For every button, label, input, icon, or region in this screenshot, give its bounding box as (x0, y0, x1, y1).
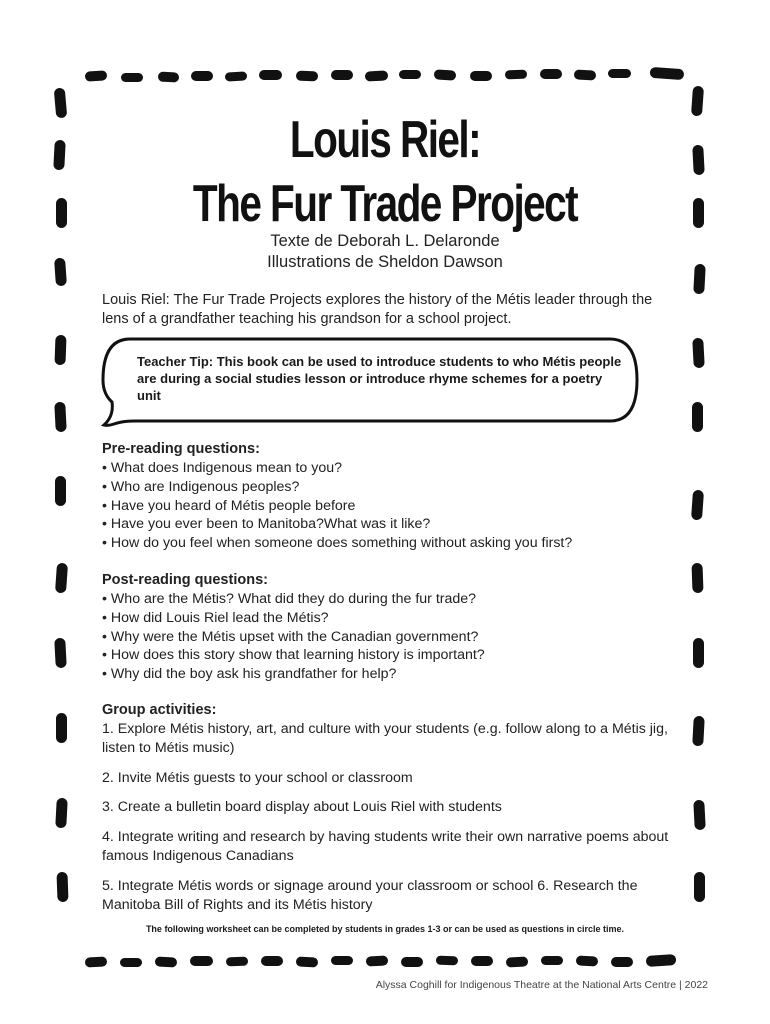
post-reading-heading: Post-reading questions: (102, 572, 268, 588)
illustrator-credit: Illustrations de Sheldon Dawson (267, 253, 503, 271)
list-item: • How do you feel when someone does something without asking you first? (102, 535, 573, 552)
page-footer: Alyssa Coghill for Indigenous Theatre at the National Arts Centre | 2022 (375, 979, 708, 991)
list-item: • Have you heard of Métis people before (102, 497, 356, 514)
list-item: • Who are Indigenous peoples? (102, 478, 300, 495)
list-item: • Why did the boy ask his grandfather for help? (102, 666, 397, 683)
pre-reading-section (102, 440, 672, 553)
list-item: • Have you ever been to Manitoba?What was it like? (102, 516, 431, 533)
list-item: • Who are the Métis? What did they do during the fur trade? (102, 591, 477, 607)
list-item: • How did Louis Riel lead the Métis? (102, 609, 329, 626)
list-item: • Why were the Métis upset with the Canadian government? (102, 628, 479, 645)
group-activities-section (102, 701, 672, 925)
teacher-tip-text: Teacher Tip: This book can be used to introduce students to who Métis people are during a social studies lesson or introduce rhyme schemes for a poetry unit (137, 354, 622, 403)
activity-item: 3. Create a bulletin board display about Louis Riel with students (102, 799, 502, 816)
intro-paragraph: Louis Riel: The Fur Trade Projects explores the history of the Métis leader through the lens of a grandfather teaching his grandson for a school project. (102, 292, 653, 327)
activity-item: 5. Integrate Métis words or signage around your classroom or school 6. Research the Manitoba Bill of Rights and its Métis history (102, 877, 638, 913)
activity-item: 2. Invite Métis guests to your school or classroom (102, 769, 413, 786)
author-credit: Texte de Deborah L. Delaronde (270, 232, 500, 250)
page-title-line-1: Louis Riel: (289, 111, 481, 169)
page-title-line-2: The Fur Trade Project (192, 175, 578, 233)
activity-item: 4. Integrate writing and research by having students write their own narrative poems about famous Indigenous Canadians (102, 829, 669, 864)
list-item: • How does this story show that learning history is important? (102, 647, 485, 664)
group-activities-heading: Group activities: (102, 702, 217, 718)
activity-item: 1. Explore Métis history, art, and culture with your students (e.g. follow along to a Métis jig, listen to Métis music) (102, 721, 668, 756)
post-reading-section (102, 571, 672, 684)
pre-reading-heading: Pre-reading questions: (102, 441, 260, 457)
list-item: • What does Indigenous mean to you? (102, 460, 343, 476)
worksheet-note: The following worksheet can be completed by students in grades 1-3 or can be used as questions in circle time. (145, 924, 625, 934)
